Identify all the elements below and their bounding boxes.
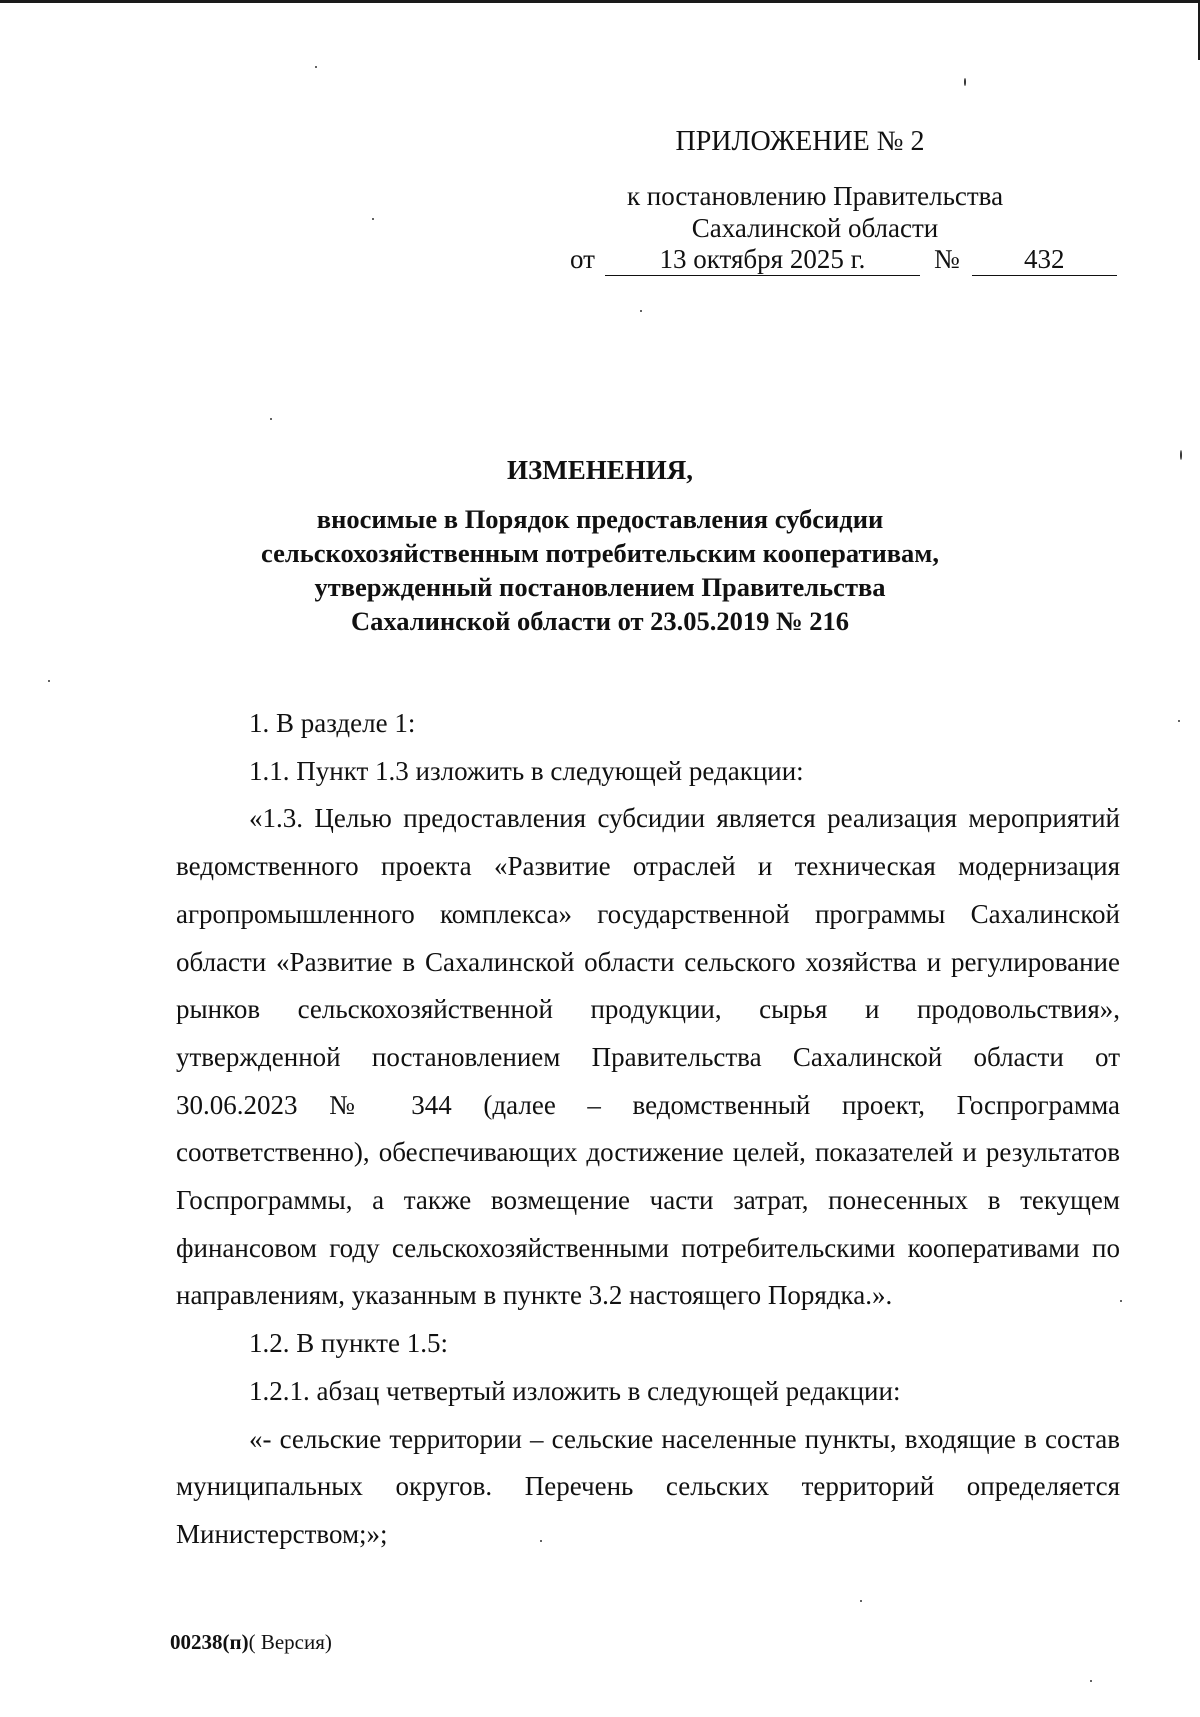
scan-speck <box>1090 1680 1092 1682</box>
scan-speck <box>540 1540 542 1542</box>
subheading-line: вносимые в Порядок предоставления субсидии <box>316 504 884 534</box>
from-label: от <box>570 244 595 274</box>
paragraph-item-1-3-text: «1.3. Целью предоставления субсидии является реализация мероприятий ведомственного проекта «Развитие отраслей и техническая модернизация агропромышленного комплекса» государственной программы Сахалинской области «Развитие в Сахалинской области сельского хозяйства и регулирование рынков сельскохозяйственной продукции, сырья и продовольствия», утвержденной постановлением Правительства Сахалинской области от 30.06.2023 № 344 (далее – ведомственный проект, Госпрограмма соответственно), обеспечивающих достижение целей, показателей и результатов Госпрограммы, а также возмещение части затрат, понесенных в текущем финансовом году сельскохозяйственными потребительскими кооперативами по направлениям, указанным в пункте 3.2 настоящего Порядка.». <box>176 803 1120 1311</box>
scan-speck <box>1178 720 1180 722</box>
appendix-reference <box>590 180 1040 244</box>
document-body <box>176 700 1120 1559</box>
scan-speck <box>640 310 642 312</box>
document-subheading <box>150 502 1050 638</box>
document-footer-code <box>170 1630 332 1655</box>
decree-date: 13 октября 2025 г. <box>605 244 920 276</box>
scan-speck <box>964 78 966 86</box>
paragraph-section-1: 1. В разделе 1: <box>249 708 416 738</box>
paragraph-item-1-1: 1.1. Пункт 1.3 изложить в следующей редакции: <box>249 755 804 786</box>
paragraph-item-1-2-1: 1.2.1. абзац четвертый изложить в следующей редакции: <box>249 1375 901 1406</box>
appendix-reference-line-2: Сахалинской области <box>691 213 939 243</box>
scan-speck <box>372 218 374 220</box>
subheading-line: утвержденный постановлением Правительства <box>314 572 886 602</box>
scan-speck <box>1120 1300 1122 1302</box>
scan-top-edge <box>0 0 1200 3</box>
appendix-reference-line-1: к постановлению Правительства <box>626 181 1004 211</box>
appendix-date-number-row <box>570 244 1117 276</box>
number-label: № <box>933 244 960 274</box>
scan-speck <box>270 418 272 420</box>
footer-version: ( Версия) <box>248 1630 332 1654</box>
scan-speck <box>860 1600 862 1602</box>
decree-number: 432 <box>972 244 1117 276</box>
subheading-line: Сахалинской области от 23.05.2019 № 216 <box>350 606 850 636</box>
footer-code: 00238(п) <box>170 1630 249 1654</box>
paragraph-item-1-2: 1.2. В пункте 1.5: <box>249 1328 448 1359</box>
subheading-line: сельскохозяйственным потребительским кооперативам, <box>261 538 939 568</box>
paragraph-rural-territories: «- сельские территории – сельские населенные пункты, входящие в состав муниципальных округов. Перечень сельских территорий определяется Министерством;»; <box>176 1423 1120 1549</box>
scan-speck <box>48 680 50 682</box>
scan-speck <box>1180 450 1182 460</box>
scan-speck <box>315 66 317 68</box>
appendix-title: ПРИЛОЖЕНИЕ № 2 <box>675 126 925 157</box>
document-heading: ИЗМЕНЕНИЯ, <box>506 455 693 485</box>
